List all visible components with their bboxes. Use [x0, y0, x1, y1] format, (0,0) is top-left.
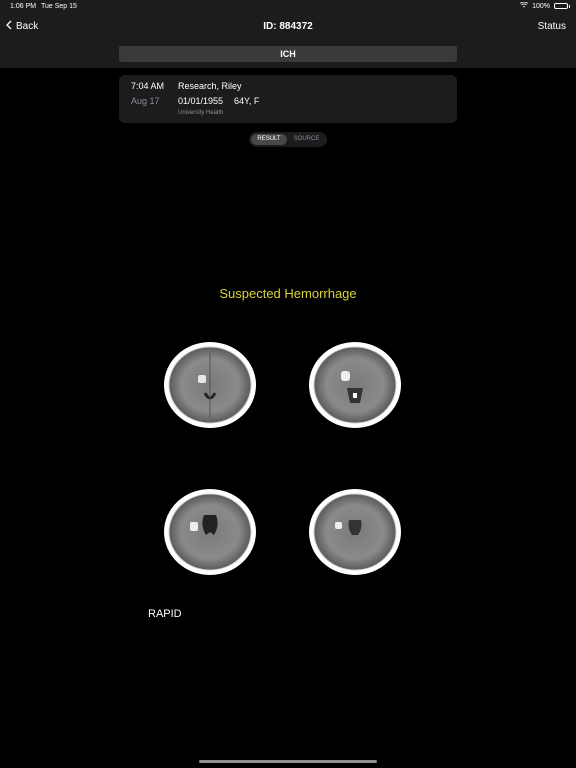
back-label: Back: [16, 21, 39, 32]
patient-name: Research, Riley: [178, 81, 242, 91]
wifi-icon: [520, 2, 528, 10]
tab-source[interactable]: SOURCE: [293, 136, 320, 142]
study-type-tag: ICH: [119, 46, 457, 62]
patient-age-sex: 64Y, F: [234, 96, 260, 106]
battery-icon: [554, 3, 568, 9]
vendor-label: RAPID: [148, 608, 182, 620]
patient-dob: 01/01/1955: [178, 96, 224, 106]
header: [0, 0, 576, 68]
ct-scan-image-4: [305, 480, 405, 580]
ct-scan-image-3: [160, 480, 260, 580]
status-date: Tue Sep 15: [41, 3, 77, 10]
battery-percent: 100%: [532, 2, 550, 10]
tab-result[interactable]: RESULT: [251, 134, 287, 145]
ct-scan-image-2: [305, 333, 405, 433]
status-right: [520, 2, 568, 10]
status-bar: [0, 0, 576, 14]
result-title: Suspected Hemorrhage: [219, 286, 357, 301]
study-time: 7:04 AM: [131, 81, 165, 91]
result-source-toggle: [249, 132, 327, 147]
status-time: 1:06 PM: [10, 3, 37, 10]
ct-scan-image-1: [160, 333, 260, 433]
patient-card[interactable]: [119, 75, 457, 123]
study-date: Aug 17: [131, 96, 160, 106]
home-indicator[interactable]: [199, 760, 377, 763]
status-button[interactable]: Status: [537, 21, 566, 32]
nav-bar: [0, 18, 576, 38]
page-title: ID: 884372: [263, 21, 313, 32]
institution-name: University Health: [178, 110, 224, 116]
